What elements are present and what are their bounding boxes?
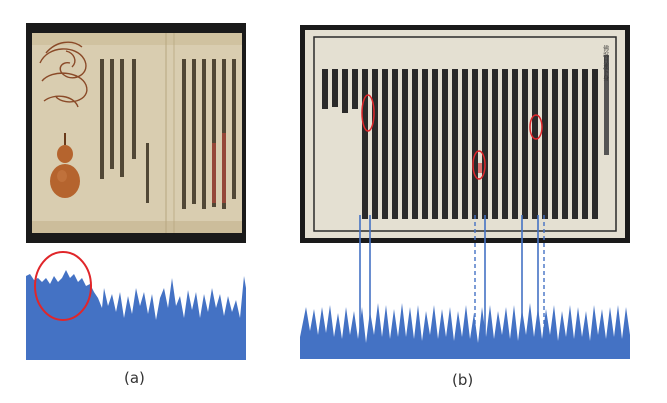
text-columns-b bbox=[322, 55, 609, 219]
caption-a: (a) bbox=[124, 369, 145, 387]
caption-b: (b) bbox=[452, 371, 474, 389]
panel-a-profile-chart bbox=[26, 248, 246, 360]
profile-a-fill bbox=[26, 270, 246, 360]
header-text-b: 佛說目連下身 bbox=[601, 45, 609, 81]
panel-a-manuscript-image bbox=[26, 23, 246, 243]
panel-a bbox=[26, 23, 246, 387]
panel-b bbox=[300, 25, 630, 389]
profile-b-fill bbox=[300, 303, 630, 359]
panel-b-manuscript-image bbox=[300, 25, 630, 243]
panel-b-profile-chart bbox=[300, 247, 630, 359]
